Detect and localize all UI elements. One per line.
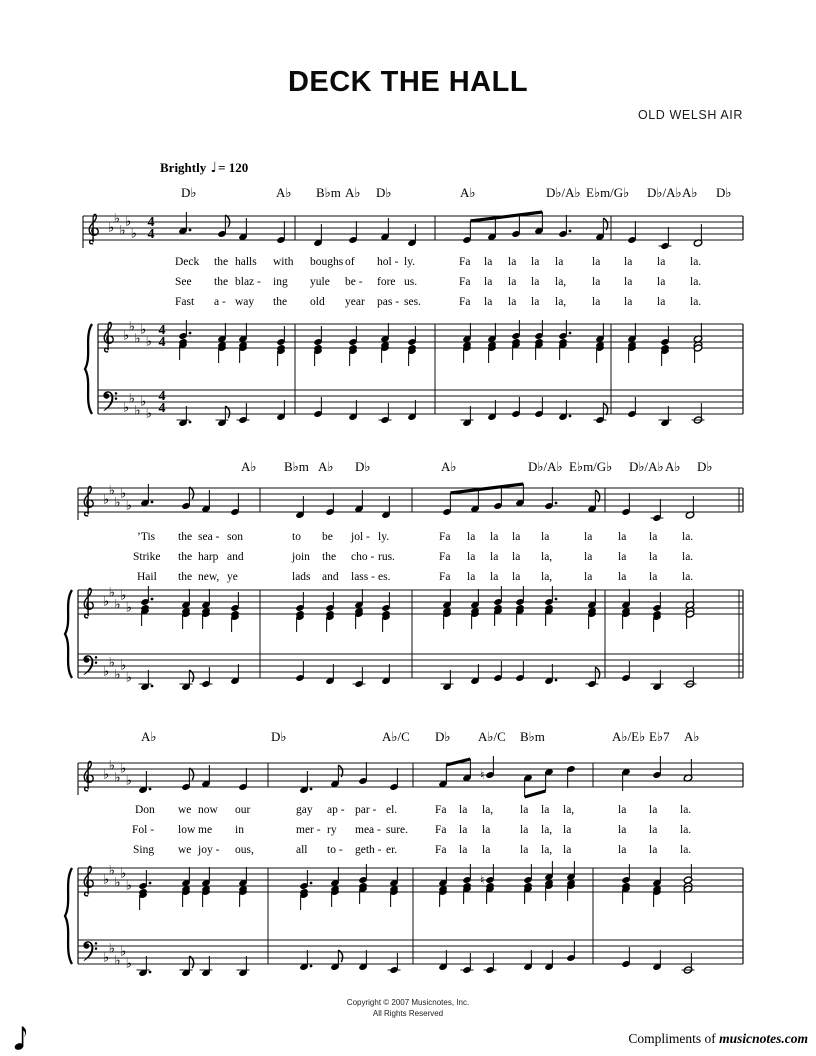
svg-text:♭: ♭ xyxy=(140,393,147,409)
lyric-syllable: Fol - xyxy=(132,824,155,836)
lyric-syllable: la xyxy=(512,551,521,563)
lyric-line xyxy=(0,256,816,271)
svg-text:4: 4 xyxy=(158,335,166,350)
lyric-syllable: la xyxy=(459,804,468,816)
lyric-syllable: the xyxy=(178,551,193,563)
lyric-syllable: la. xyxy=(680,804,692,816)
svg-text:♭: ♭ xyxy=(108,862,115,878)
lyric-syllable: la xyxy=(657,256,666,268)
lyric-syllable: sure. xyxy=(386,824,409,836)
lyric-syllable: es. xyxy=(378,571,391,583)
lyric-syllable: be xyxy=(322,531,333,543)
svg-text:♭: ♭ xyxy=(103,491,110,507)
lyric-syllable: la xyxy=(618,844,627,856)
chord-symbol: B♭m xyxy=(520,729,545,744)
svg-text:♭: ♭ xyxy=(145,333,152,349)
chord-symbol: D♭ xyxy=(181,185,197,200)
lyric-line xyxy=(0,804,816,819)
quarter-note-icon: ♩ xyxy=(210,160,218,176)
lyric-line xyxy=(0,824,816,839)
lyric-syllable: par - xyxy=(355,804,377,816)
chord-symbol: D♭ xyxy=(435,729,451,744)
lyric-syllable: joy - xyxy=(198,844,220,856)
svg-text:♭: ♭ xyxy=(125,669,132,685)
lyric-syllable: hol - xyxy=(377,256,399,268)
svg-text:4: 4 xyxy=(158,389,166,404)
lyric-syllable: of xyxy=(345,256,355,268)
svg-text:4: 4 xyxy=(147,227,155,242)
lyric-syllable: la xyxy=(649,824,658,836)
lyric-syllable: la xyxy=(649,844,658,856)
lyric-syllable: la xyxy=(508,256,517,268)
lyric-syllable: la xyxy=(618,551,627,563)
lyric-syllable: low xyxy=(178,824,196,836)
lyric-syllable: er. xyxy=(386,844,398,856)
chord-symbol: A♭ xyxy=(665,459,681,474)
lyric-syllable: la xyxy=(482,824,491,836)
musicnotes-note-logo-icon xyxy=(13,1022,29,1056)
lyric-line xyxy=(0,276,816,291)
lyric-syllable: la. xyxy=(690,256,702,268)
chord-symbol: D♭ xyxy=(376,185,392,200)
chord-symbol: D♭ xyxy=(716,185,732,200)
lyric-syllable: la. xyxy=(680,824,692,836)
tempo-value: = 120 xyxy=(218,160,249,175)
lyric-syllable: la xyxy=(555,256,564,268)
lyric-syllable: Fa xyxy=(459,276,471,288)
lyric-syllable: now xyxy=(198,804,218,816)
lyric-syllable: la, xyxy=(541,571,553,583)
lyric-line xyxy=(0,296,816,311)
svg-text:♭: ♭ xyxy=(103,871,110,887)
chord-symbol: A♭/E♭ xyxy=(612,729,646,744)
lyric-syllable: harp xyxy=(198,551,219,563)
lyric-syllable: geth - xyxy=(355,844,382,856)
lyric-syllable: Sing xyxy=(133,844,155,856)
chord-symbol: A♭ xyxy=(318,459,334,474)
copyright-line-1: Copyright © 2007 Musicnotes, Inc. xyxy=(346,998,470,1007)
svg-text:♭: ♭ xyxy=(128,390,135,406)
chord-symbol: B♭m xyxy=(284,459,309,474)
lyric-syllable: we xyxy=(178,844,192,856)
lyric-syllable: la xyxy=(467,551,476,563)
lyric-syllable: the xyxy=(273,296,288,308)
chord-symbol: D♭/A♭ xyxy=(629,459,664,474)
svg-text:♭: ♭ xyxy=(103,766,110,782)
lyric-syllable: our xyxy=(235,804,251,816)
chord-symbol: A♭ xyxy=(276,185,292,200)
lyric-syllable: yule xyxy=(310,276,330,288)
lyric-syllable: mer - xyxy=(296,824,321,836)
lyric-syllable: Don xyxy=(135,804,155,816)
lyric-syllable: la xyxy=(459,824,468,836)
lyric-syllable: la xyxy=(618,804,627,816)
lyric-syllable: in xyxy=(235,824,244,836)
lyric-syllable: el. xyxy=(386,804,398,816)
svg-text:♭: ♭ xyxy=(108,482,115,498)
lyric-syllable: me xyxy=(198,824,213,836)
chord-symbol: E♭m/G♭ xyxy=(569,459,613,474)
lyric-line xyxy=(0,844,816,859)
lyric-syllable: la xyxy=(657,296,666,308)
lyric-syllable: la xyxy=(592,276,601,288)
svg-text:♭: ♭ xyxy=(103,949,110,965)
chord-symbol: D♭/A♭ xyxy=(647,185,682,200)
lyric-syllable: la xyxy=(649,531,658,543)
lyric-syllable: to - xyxy=(327,844,343,856)
lyric-syllable: the xyxy=(178,571,193,583)
svg-text:4: 4 xyxy=(147,215,155,230)
lyric-syllable: la, xyxy=(541,844,553,856)
lyric-syllable: la xyxy=(484,296,493,308)
lyric-syllable: la xyxy=(459,844,468,856)
lyric-syllable: a - xyxy=(214,296,226,308)
lyric-syllable: la xyxy=(467,571,476,583)
lyric-syllable: and xyxy=(227,551,244,563)
lyric-syllable: gay xyxy=(296,804,313,816)
lyric-syllable: Fa xyxy=(439,551,451,563)
lyric-syllable: la xyxy=(563,824,572,836)
lyric-syllable: la xyxy=(520,844,529,856)
chord-symbol: A♭ xyxy=(684,729,700,744)
lyric-syllable: la. xyxy=(690,276,702,288)
svg-text:♭: ♭ xyxy=(119,222,126,238)
svg-text:♭: ♭ xyxy=(123,399,130,415)
svg-text:♭: ♭ xyxy=(120,865,127,881)
chord-symbol: A♭ xyxy=(441,459,457,474)
lyric-syllable: la xyxy=(484,256,493,268)
lyric-syllable: la xyxy=(484,276,493,288)
lyric-syllable: la xyxy=(531,276,540,288)
lyric-syllable: la xyxy=(520,824,529,836)
lyric-syllable: jol - xyxy=(351,531,370,543)
lyric-syllable: la xyxy=(490,551,499,563)
lyric-syllable: with xyxy=(273,256,294,268)
song-byline: OLD WELSH AIR xyxy=(637,108,743,122)
svg-text:♭: ♭ xyxy=(108,757,115,773)
svg-text:♭: ♭ xyxy=(140,321,147,337)
lyric-syllable: la xyxy=(624,276,633,288)
lyric-syllable: la xyxy=(649,571,658,583)
lyric-syllable: fore xyxy=(377,276,396,288)
chord-row xyxy=(0,729,816,745)
lyric-syllable: la. xyxy=(682,551,694,563)
svg-text:♭: ♭ xyxy=(125,772,132,788)
copyright-notice xyxy=(0,997,816,1019)
svg-text:♭: ♭ xyxy=(114,874,121,890)
lyric-syllable: ous, xyxy=(235,844,254,856)
svg-text:♭: ♭ xyxy=(125,877,132,893)
lyric-syllable: la, xyxy=(555,296,567,308)
lyric-syllable: boughs xyxy=(310,256,344,268)
svg-text:♮: ♮ xyxy=(480,873,485,887)
lyric-syllable: Fa xyxy=(459,296,471,308)
lyric-syllable: join xyxy=(292,551,310,563)
lyric-syllable: us. xyxy=(404,276,418,288)
lyric-syllable: ye xyxy=(227,571,238,583)
svg-text:♭: ♭ xyxy=(134,330,141,346)
lyric-syllable: ’Tis xyxy=(137,531,156,543)
svg-text:♭: ♭ xyxy=(120,485,127,501)
lyric-syllable: la xyxy=(490,571,499,583)
chord-symbol: D♭ xyxy=(271,729,287,744)
lyric-syllable: la xyxy=(657,276,666,288)
chord-symbol: E♭m/G♭ xyxy=(586,185,630,200)
lyric-syllable: pas - xyxy=(377,296,400,308)
lyric-syllable: and xyxy=(322,571,339,583)
song-title: DECK THE HALL xyxy=(287,66,529,98)
svg-text:♭: ♭ xyxy=(114,596,121,612)
lyric-syllable: Fast xyxy=(175,296,195,308)
lyric-syllable: we xyxy=(178,804,192,816)
svg-text:♭: ♭ xyxy=(120,760,127,776)
lyric-syllable: la. xyxy=(680,844,692,856)
lyric-syllable: Strike xyxy=(133,551,161,563)
compliments-footer xyxy=(628,1031,808,1047)
lyric-syllable: Fa xyxy=(439,531,451,543)
svg-text:♭: ♭ xyxy=(128,318,135,334)
lyric-syllable: ly. xyxy=(378,531,390,543)
lyric-syllable: lads xyxy=(292,571,311,583)
lyric-syllable: la xyxy=(618,824,627,836)
lyric-syllable: la xyxy=(624,256,633,268)
svg-text:♭: ♭ xyxy=(130,225,137,241)
lyric-syllable: ing xyxy=(273,276,288,288)
svg-text:♭: ♭ xyxy=(120,657,127,673)
lyric-syllable: la xyxy=(508,276,517,288)
lyric-syllable: la xyxy=(649,551,658,563)
chord-symbol: A♭ xyxy=(345,185,361,200)
svg-text:♭: ♭ xyxy=(125,497,132,513)
lyric-syllable: Fa xyxy=(439,571,451,583)
lyric-syllable: la xyxy=(563,844,572,856)
lyric-syllable: la xyxy=(618,531,627,543)
lyric-syllable: la xyxy=(508,296,517,308)
lyric-syllable: Hail xyxy=(137,571,157,583)
lyric-syllable: la. xyxy=(682,531,694,543)
svg-text:♭: ♭ xyxy=(114,769,121,785)
lyric-syllable: the xyxy=(214,276,229,288)
lyric-syllable: la xyxy=(482,844,491,856)
svg-text:♭: ♭ xyxy=(113,210,120,226)
copyright-line-2: All Rights Reserved xyxy=(372,1009,444,1018)
lyric-syllable: la, xyxy=(563,804,575,816)
chord-row xyxy=(0,459,816,475)
lyric-syllable: See xyxy=(175,276,192,288)
musicnotes-site-name: musicnotes.com xyxy=(719,1031,808,1046)
chord-symbol: A♭ xyxy=(241,459,257,474)
chord-symbol: B♭m xyxy=(316,185,341,200)
lyric-line xyxy=(0,551,816,566)
lyric-syllable: la xyxy=(512,571,521,583)
lyric-syllable: ry xyxy=(327,824,337,836)
chord-symbol: A♭ xyxy=(460,185,476,200)
svg-text:♭: ♭ xyxy=(123,327,130,343)
chord-row xyxy=(0,185,816,201)
lyric-syllable: the xyxy=(178,531,193,543)
lyric-syllable: the xyxy=(322,551,337,563)
lyric-syllable: la xyxy=(584,571,593,583)
lyric-syllable: la xyxy=(531,256,540,268)
lyric-line xyxy=(0,571,816,586)
svg-text:♭: ♭ xyxy=(125,599,132,615)
lyric-syllable: la xyxy=(541,531,550,543)
svg-text:4: 4 xyxy=(158,323,166,338)
lyric-syllable: la xyxy=(618,571,627,583)
svg-text:4: 4 xyxy=(158,401,166,416)
lyric-syllable: son xyxy=(227,531,243,543)
svg-text:♭: ♭ xyxy=(134,402,141,418)
lyric-syllable: ly. xyxy=(404,256,416,268)
lyric-syllable: la xyxy=(592,256,601,268)
lyric-line xyxy=(0,531,816,546)
svg-text:♭: ♭ xyxy=(108,219,115,235)
lyric-syllable: halls xyxy=(235,256,257,268)
chord-symbol: A♭/C xyxy=(382,729,410,744)
lyric-syllable: la xyxy=(592,296,601,308)
lyric-syllable: la, xyxy=(482,804,494,816)
lyric-syllable: la, xyxy=(541,551,553,563)
lyric-syllable: Fa xyxy=(435,824,447,836)
lyric-syllable: Fa xyxy=(459,256,471,268)
lyric-syllable: Deck xyxy=(175,256,200,268)
svg-text:♭: ♭ xyxy=(114,494,121,510)
lyric-syllable: la xyxy=(490,531,499,543)
lyric-syllable: blaz - xyxy=(235,276,261,288)
lyric-syllable: be - xyxy=(345,276,363,288)
lyric-syllable: sea - xyxy=(198,531,220,543)
lyric-syllable: way xyxy=(235,296,255,308)
svg-text:♭: ♭ xyxy=(145,405,152,421)
lyric-syllable: la xyxy=(649,804,658,816)
lyric-syllable: all xyxy=(296,844,308,856)
svg-text:♭: ♭ xyxy=(103,593,110,609)
lyric-syllable: the xyxy=(214,256,229,268)
lyric-syllable: mea - xyxy=(355,824,381,836)
svg-text:♭: ♭ xyxy=(125,213,132,229)
lyric-syllable: la xyxy=(467,531,476,543)
chord-symbol: A♭ xyxy=(141,729,157,744)
svg-text:♭: ♭ xyxy=(108,940,115,956)
lyric-syllable: la xyxy=(541,804,550,816)
chord-symbol: A♭/C xyxy=(478,729,506,744)
lyric-syllable: la xyxy=(512,531,521,543)
lyric-syllable: la xyxy=(584,531,593,543)
lyric-syllable: la, xyxy=(555,276,567,288)
lyric-syllable: la xyxy=(531,296,540,308)
lyric-syllable: la, xyxy=(541,824,553,836)
svg-text:♭: ♭ xyxy=(108,584,115,600)
lyric-syllable: old xyxy=(310,296,325,308)
chord-symbol: A♭ xyxy=(682,185,698,200)
lyric-syllable: cho - xyxy=(351,551,375,563)
chord-symbol: D♭ xyxy=(697,459,713,474)
svg-text:♭: ♭ xyxy=(108,654,115,670)
chord-symbol: E♭7 xyxy=(649,729,670,744)
tempo-word: Brightly xyxy=(160,160,207,175)
svg-text:♭: ♭ xyxy=(114,952,121,968)
svg-text:♭: ♭ xyxy=(120,587,127,603)
svg-text:♭: ♭ xyxy=(125,955,132,971)
lyric-syllable: new, xyxy=(198,571,220,583)
chord-symbol: D♭/A♭ xyxy=(546,185,581,200)
chord-symbol: D♭/A♭ xyxy=(528,459,563,474)
lyric-syllable: lass - xyxy=(351,571,375,583)
lyric-syllable: ap - xyxy=(327,804,345,816)
lyric-syllable: Fa xyxy=(435,804,447,816)
svg-text:♭: ♭ xyxy=(103,663,110,679)
svg-text:♭: ♭ xyxy=(114,666,121,682)
lyric-syllable: year xyxy=(345,296,365,308)
lyric-syllable: la. xyxy=(682,571,694,583)
lyric-syllable: ses. xyxy=(404,296,421,308)
svg-text:♮: ♮ xyxy=(480,768,485,782)
lyric-syllable: la xyxy=(520,804,529,816)
svg-text:♭: ♭ xyxy=(120,943,127,959)
lyric-syllable: la xyxy=(624,296,633,308)
lyric-syllable: Fa xyxy=(435,844,447,856)
compliments-prefix: Compliments of xyxy=(628,1031,720,1046)
lyric-syllable: rus. xyxy=(378,551,395,563)
lyric-syllable: to xyxy=(292,531,301,543)
lyric-syllable: la xyxy=(584,551,593,563)
lyric-syllable: la. xyxy=(690,296,702,308)
chord-symbol: D♭ xyxy=(355,459,371,474)
